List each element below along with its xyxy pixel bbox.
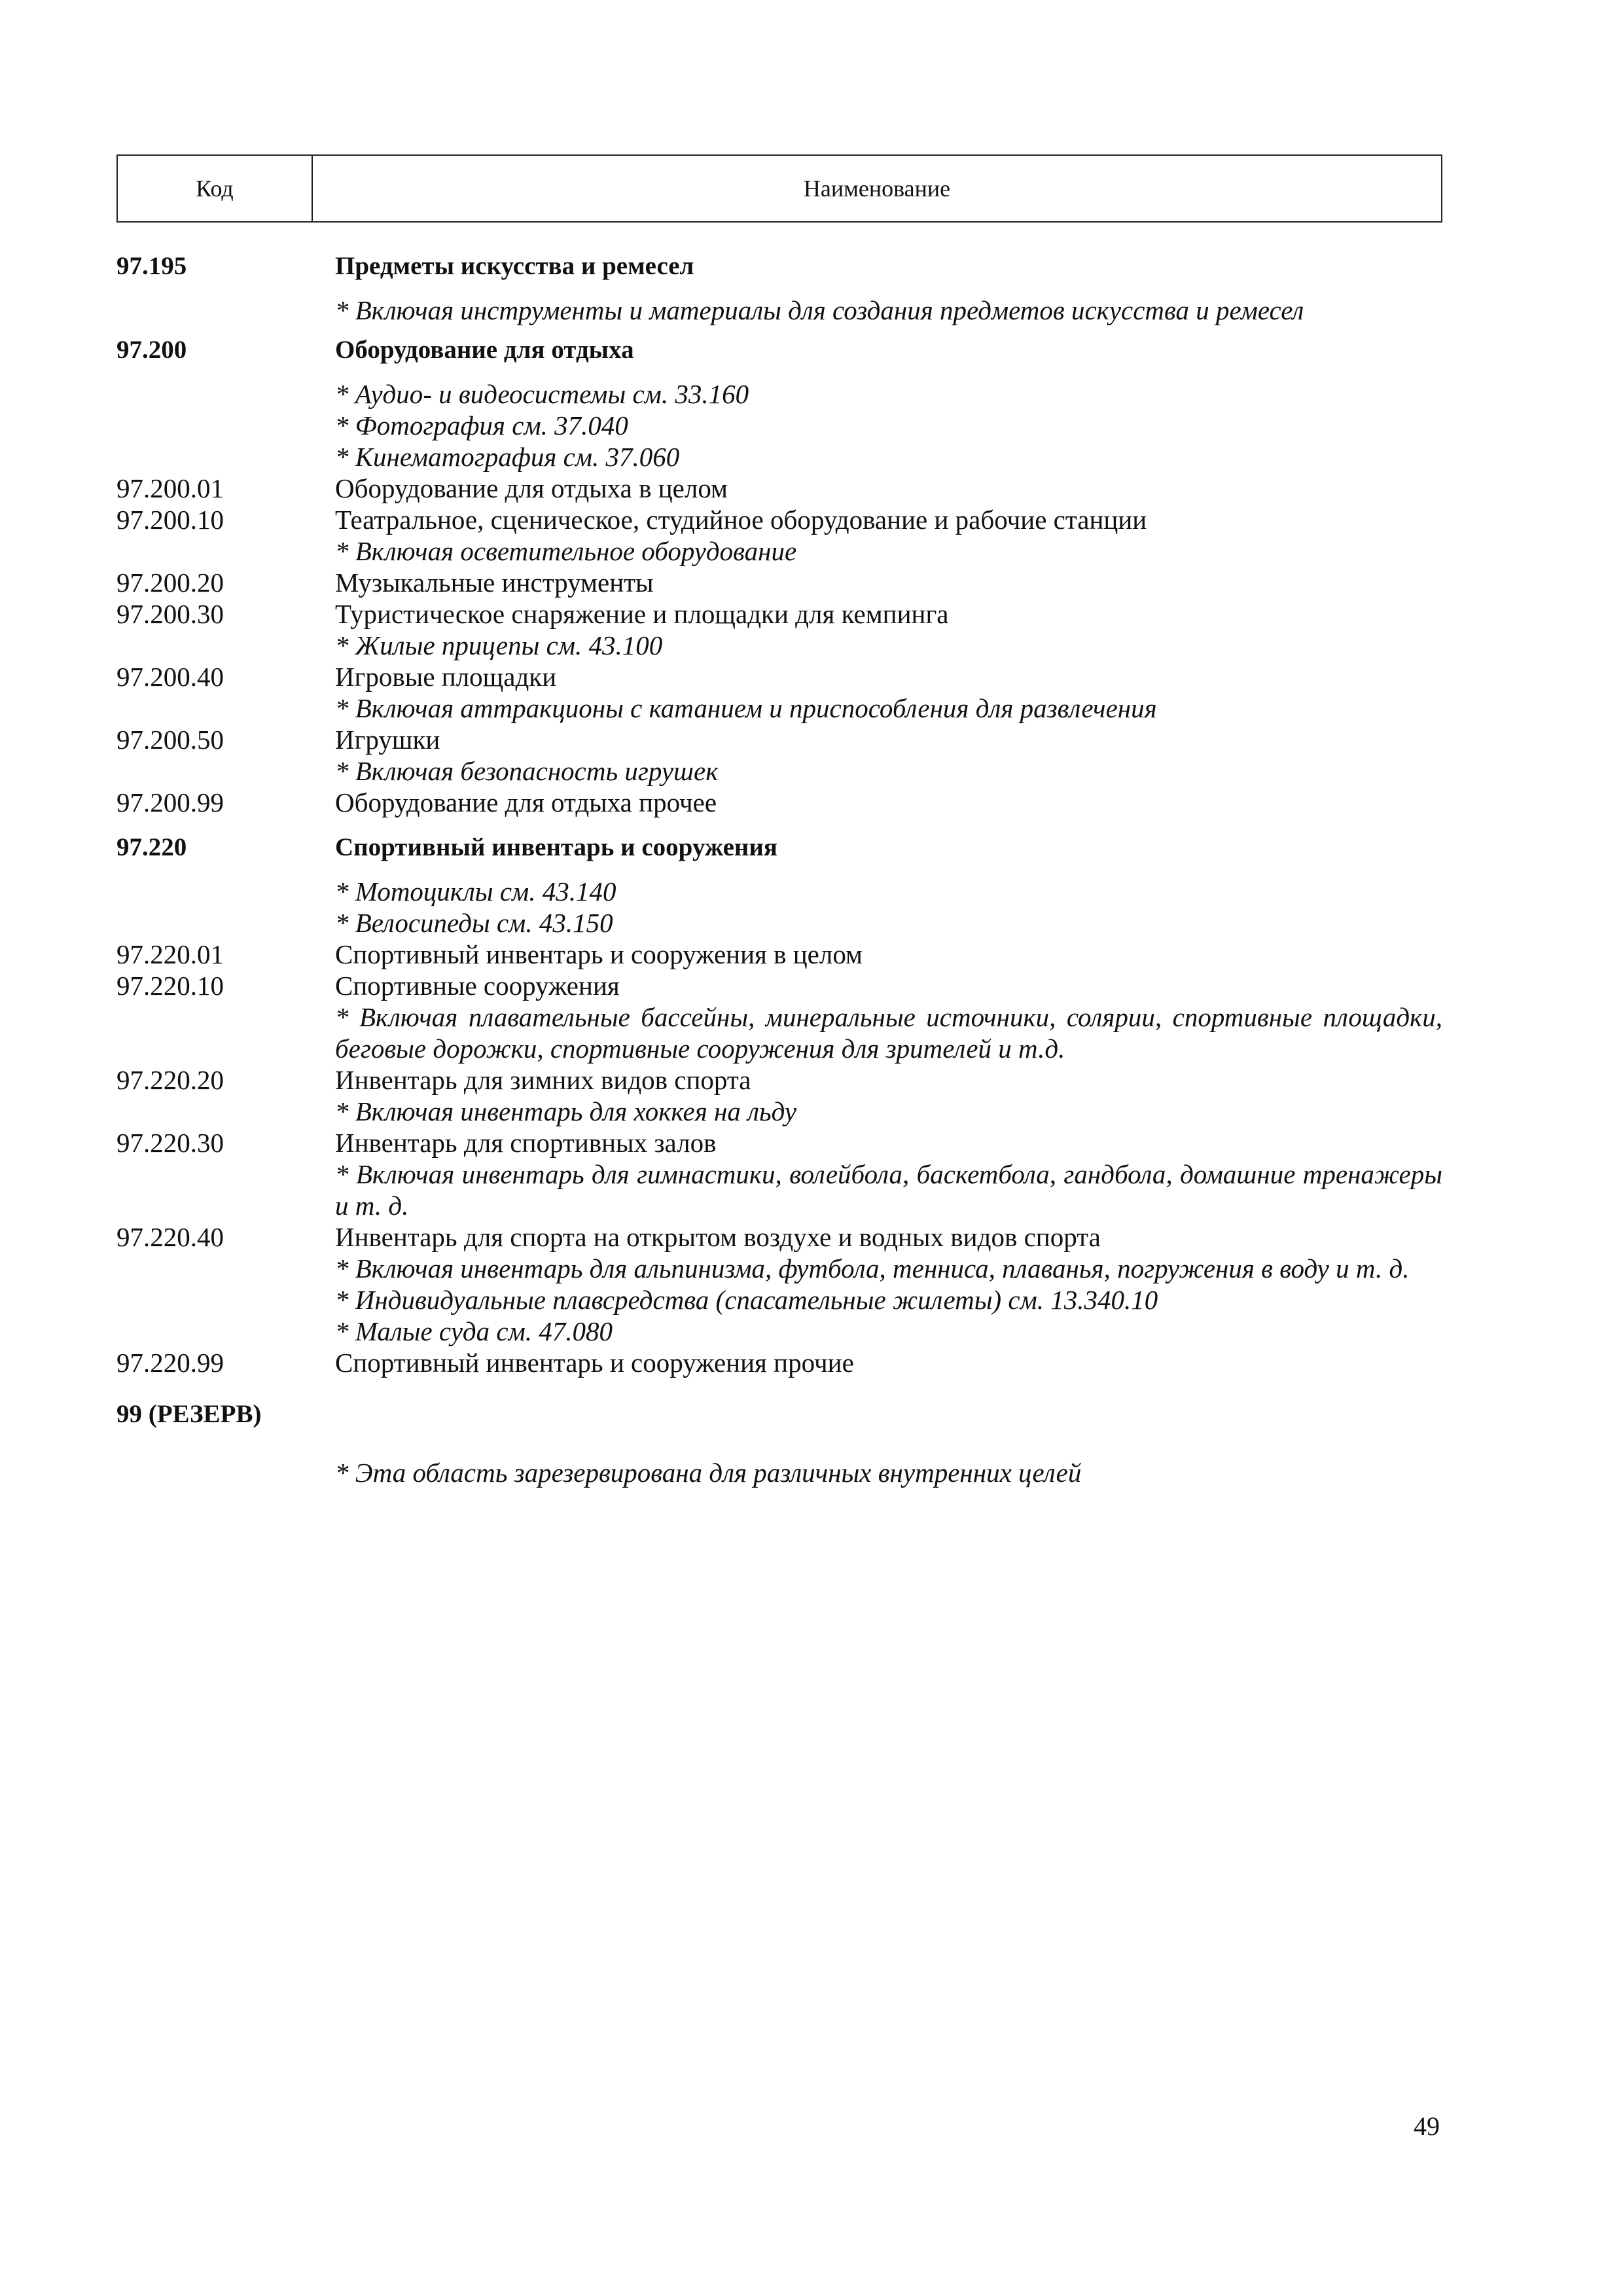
item-code: 97.200.30: [116, 599, 224, 629]
item-note: * Включая инвентарь для альпинизма, футбола, тенниса, плаванья, погружения в воду и т. д.: [335, 1253, 1410, 1283]
section-note: * Фотография см. 37.040: [335, 410, 628, 440]
list-item: [116, 1221, 1442, 1253]
list-item: [116, 567, 1442, 598]
section-title: Предметы искусства и ремесел: [335, 252, 694, 280]
item-note: * Индивидуальные плавсредства (спасательные жилеты) см. 13.340.10: [335, 1285, 1158, 1315]
item-code: 97.220.01: [116, 939, 224, 969]
item-name: Оборудование для отдыха в целом: [335, 473, 728, 503]
header-name: Наименование: [803, 175, 951, 202]
list-item: [116, 1064, 1442, 1096]
item-name: Игрушки: [335, 725, 440, 755]
item-code: 97.200.01: [116, 473, 224, 503]
section-heading: [116, 831, 1442, 864]
section-title: Оборудование для отдыха: [335, 336, 634, 364]
item-name: Оборудование для отдыха прочее: [335, 787, 717, 817]
section-code: 97.195: [116, 252, 187, 280]
item-name: Спортивные сооружения: [335, 971, 620, 1001]
item-code: 97.200.99: [116, 787, 224, 817]
item-name: Спортивный инвентарь и сооружения прочие: [335, 1348, 854, 1378]
item-code: 97.220.99: [116, 1348, 224, 1378]
section-note: * Включая инструменты и материалы для создания предметов искусства и ремесел: [335, 295, 1304, 325]
item-code: 97.200.10: [116, 505, 224, 535]
page-number: 49: [1414, 2111, 1440, 2141]
list-item: [116, 939, 1442, 970]
section-note: * Эта область зарезервирована для различных внутренних целей: [335, 1458, 1082, 1488]
section-99-reserve: [116, 1398, 1442, 1488]
table-header: [116, 154, 1442, 223]
item-note: * Включая инвентарь для гимнастики, волейбола, баскетбола, гандбола, домашние тренажеры и т. д.: [335, 1159, 1442, 1221]
item-name: Инвентарь для зимних видов спорта: [335, 1065, 751, 1095]
section-note: * Велосипеды см. 43.150: [335, 908, 613, 938]
section-code: 97.200: [116, 336, 187, 364]
classification-list: [116, 250, 1442, 1488]
list-item: [116, 970, 1442, 1001]
section-note: * Кинематография см. 37.060: [335, 442, 680, 472]
list-item: [116, 1347, 1442, 1378]
section-code: 97.220: [116, 833, 187, 861]
item-name: Музыкальные инструменты: [335, 567, 654, 598]
item-name: Инвентарь для спортивных залов: [335, 1128, 717, 1158]
list-item: [116, 504, 1442, 535]
section-heading: [116, 334, 1442, 367]
item-code: 97.200.50: [116, 725, 224, 755]
item-name: Инвентарь для спорта на открытом воздухе и водных видов спорта: [335, 1222, 1101, 1252]
list-item: [116, 724, 1442, 755]
list-item: [116, 598, 1442, 630]
item-note: * Включая инвентарь для хоккея на льду: [335, 1096, 797, 1126]
item-code: 97.220.30: [116, 1128, 224, 1158]
item-note: * Включая аттракционы с катанием и приспособления для развлечения: [335, 693, 1157, 723]
section-97-195: [116, 250, 1442, 326]
section-heading: [116, 250, 1442, 283]
header-code: Код: [118, 156, 313, 221]
item-code: 97.220.10: [116, 971, 224, 1001]
item-name: Игровые площадки: [335, 662, 557, 692]
item-code: 97.200.40: [116, 662, 224, 692]
section-97-200: [116, 334, 1442, 818]
list-item: [116, 787, 1442, 818]
item-note: * Включая безопасность игрушек: [335, 756, 719, 786]
item-name: Туристическое снаряжение и площадки для кемпинга: [335, 599, 949, 629]
item-code: 97.220.20: [116, 1065, 224, 1095]
section-title: Спортивный инвентарь и сооружения: [335, 833, 777, 861]
list-item: [116, 1127, 1442, 1158]
item-note: * Жилые прицепы см. 43.100: [335, 630, 663, 660]
item-name: Спортивный инвентарь и сооружения в целом: [335, 939, 863, 969]
item-code: 97.220.40: [116, 1222, 224, 1252]
list-item: [116, 661, 1442, 692]
list-item: [116, 473, 1442, 504]
item-note: * Включая плавательные бассейны, минеральные источники, солярии, спортивные площадки, беговые дорожки, спортивные сооружения для зрителей и т.д.: [335, 1002, 1442, 1064]
item-note: * Включая осветительное оборудование: [335, 536, 797, 566]
section-note: * Аудио- и видеосистемы см. 33.160: [335, 379, 749, 409]
item-name: Театральное, сценическое, студийное оборудование и рабочие станции: [335, 505, 1147, 535]
section-note: * Мотоциклы см. 43.140: [335, 876, 616, 906]
item-note: * Малые суда см. 47.080: [335, 1316, 613, 1346]
section-heading: 99 (РЕЗЕРВ): [116, 1400, 262, 1428]
section-97-220: [116, 831, 1442, 1378]
item-code: 97.200.20: [116, 567, 224, 598]
